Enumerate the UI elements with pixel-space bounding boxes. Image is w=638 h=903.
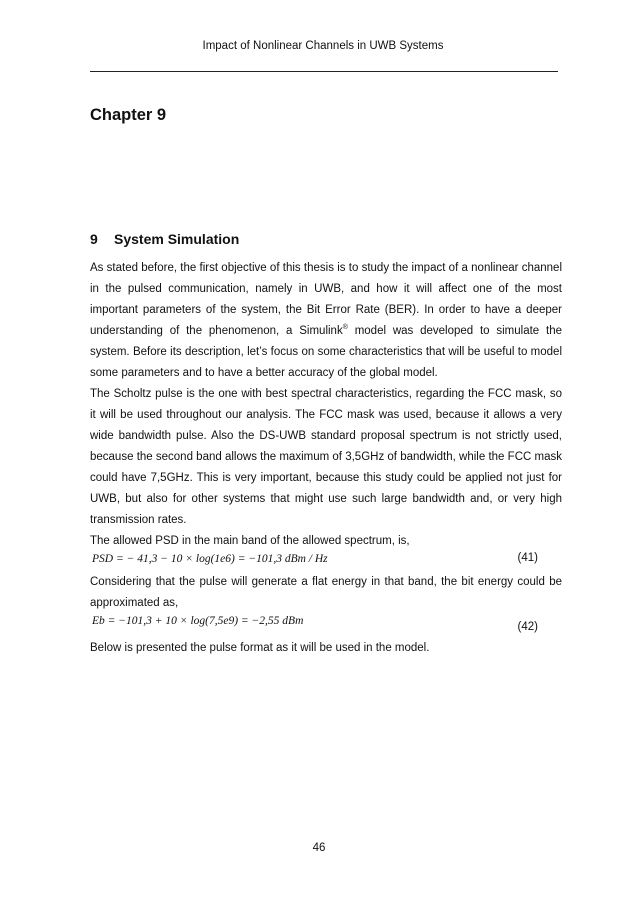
running-header: Impact of Nonlinear Channels in UWB Systems [202,40,444,52]
paragraph-2: The Scholtz pulse is the one with best spectral characteristics, regarding the FCC mask, so it will be used throughout our analysis. The FCC mask was used, because it allows a very wide bandwidth pulse. Also the DS-UWB standard proposal spectrum is not strictly used, because the second band allows the maximum of 3,5GHz of bandwidth, while the FCC mask could have 7,5GHz. This is very important, because this study could be applied not just for UWB, but also for other systems that might use such large bandwidth and, or very high transmission rates. [90,388,562,526]
section-title [90,231,239,247]
paragraph-3: The allowed PSD in the main band of the allowed spectrum, is, [90,535,410,547]
paragraph-5: Below is presented the pulse format as it will be used in the model. [90,642,430,654]
paragraph-1-part-b: model was developed to simulate the system. Before its description, let’s focus on some characteristics that will be useful to model some parameters and to have a better accuracy of the global model. [90,325,562,379]
page-number: 46 [312,842,326,854]
equation-42-number: (42) [517,621,538,633]
registered-mark: ® [342,324,348,332]
paragraph-1-part-a: As stated before, the first objective of this thesis is to study the impact of a nonlinear channel in the pulsed communication, namely in UWB, and how it will affect one of the most important parameters of the system, the Bit Error Rate (BER). In order to have a deeper understanding of the phenomenon, a Simulink [90,262,562,337]
equation-42-expression: Eb = −101,3 + 10 × log(7,5e9) = −2,55 dBm [92,615,304,627]
equation-41-number: (41) [517,552,538,564]
equation-42 [90,614,562,638]
chapter-title: Chapter 9 [90,106,167,124]
section-number: 9 [90,231,98,247]
equation-41 [90,552,562,572]
equation-41-expression: PSD = − 41,3 − 10 × log(1e6) = −101,3 dBm / Hz [92,553,328,565]
paragraph-1 [90,258,562,384]
header-rule [90,71,558,72]
body-text [90,258,562,659]
paragraph-4: Considering that the pulse will generate a flat energy in that band, the bit energy could be approximated as, [90,576,562,609]
section-title-text: System Simulation [114,231,240,247]
